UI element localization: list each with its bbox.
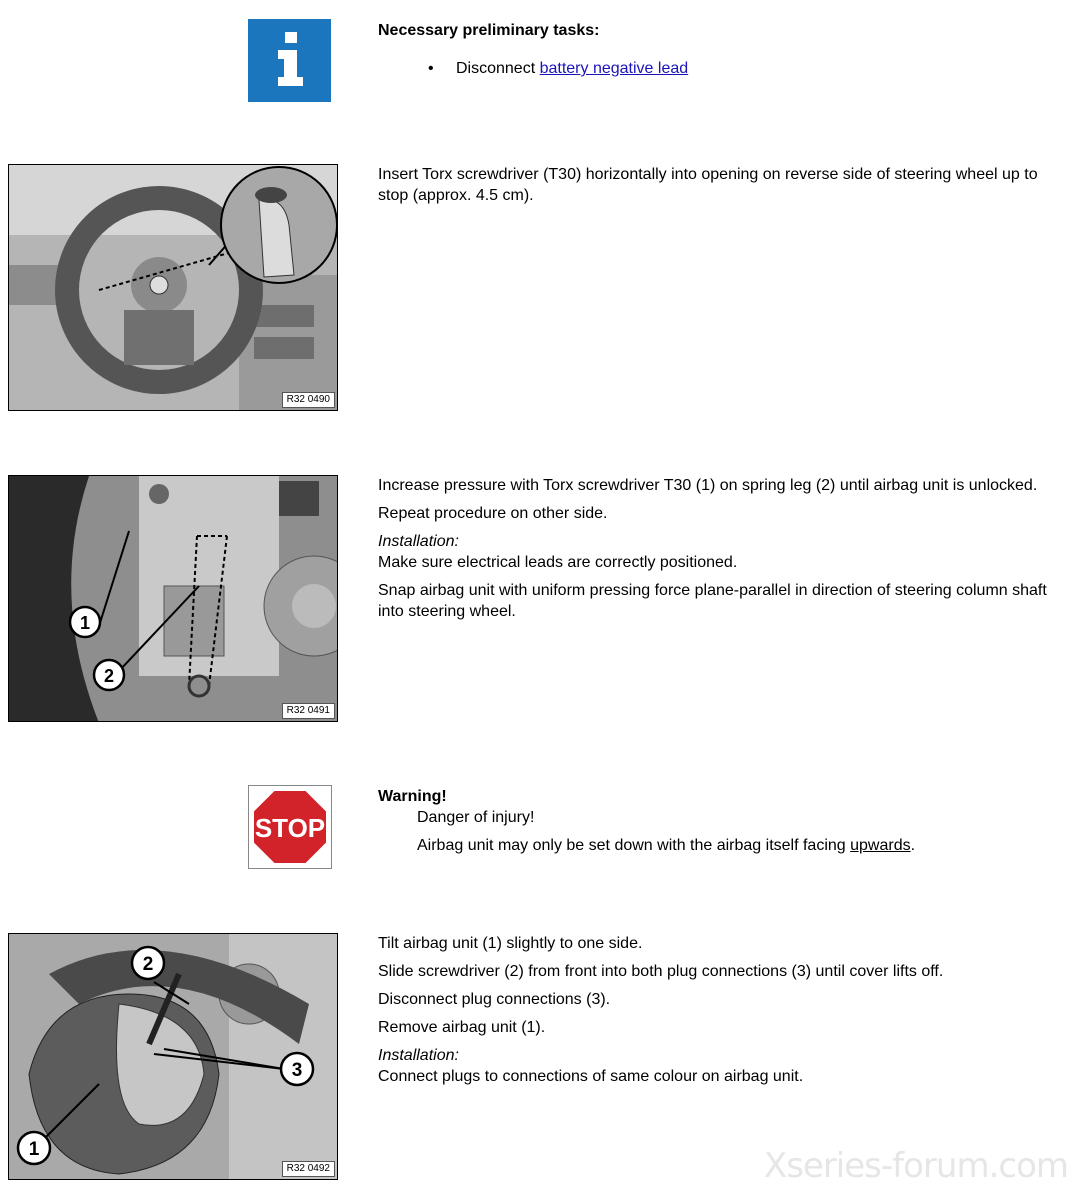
- figure-label: R32 0491: [282, 703, 335, 719]
- warning-line1: Danger of injury!: [417, 809, 535, 826]
- step2-text: [378, 475, 1058, 629]
- callout-2: 2: [142, 954, 154, 975]
- step3-p4: Remove airbag unit (1).: [378, 1019, 546, 1036]
- warning-line2-underlined: upwards: [850, 837, 911, 854]
- step2-p1: Increase pressure with Torx screwdriver T30 (1) on spring leg (2) until airbag unit is unlocked.: [378, 477, 1038, 494]
- installation-label: Installation:: [378, 1047, 459, 1064]
- step3-p3: Disconnect plug connections (3).: [378, 991, 611, 1008]
- info-icon: [248, 19, 331, 102]
- battery-negative-lead-link[interactable]: battery negative lead: [539, 60, 689, 77]
- stop-sign-icon: [248, 785, 332, 869]
- step1-paragraph: Insert Torx screwdriver (T30) horizontally into opening on reverse side of steering wheel up to stop (approx. 4.5 cm).: [378, 166, 1038, 204]
- steering-wheel-illustration: [9, 165, 338, 411]
- warning-line2-end: .: [910, 837, 916, 854]
- preliminary-bullet: [378, 58, 1058, 79]
- spring-leg-illustration: [9, 476, 338, 722]
- step3-p5: Connect plugs to connections of same colour on airbag unit.: [378, 1068, 804, 1085]
- warning-section: [378, 786, 1058, 863]
- figure-steering-wheel-torx: [8, 164, 338, 411]
- figure-label: R32 0490: [282, 392, 335, 408]
- step2-p3: Make sure electrical leads are correctly positioned.: [378, 554, 738, 571]
- step1-text: [378, 164, 1058, 213]
- callout-2: 2: [103, 666, 115, 686]
- step2-p4: Snap airbag unit with uniform pressing force plane-parallel in direction of steering column shaft into steering wheel.: [378, 582, 1047, 620]
- preliminary-section: [378, 20, 1058, 79]
- step3-text: [378, 933, 1058, 1094]
- warning-line2: [378, 835, 1058, 856]
- callout-3: 3: [291, 1060, 303, 1081]
- watermark: Xseries-forum.com: [763, 1146, 1068, 1186]
- callout-1: 1: [79, 613, 91, 633]
- warning-line2-text: Airbag unit may only be set down with the airbag itself facing: [417, 837, 851, 854]
- bullet-text: Disconnect: [456, 60, 540, 77]
- installation-label: Installation:: [378, 533, 459, 550]
- step3-p1: Tilt airbag unit (1) slightly to one side.: [378, 935, 643, 952]
- airbag-removal-illustration: [9, 934, 338, 1180]
- figure-spring-leg: [8, 475, 338, 722]
- step2-p2: Repeat procedure on other side.: [378, 505, 608, 522]
- stop-sign-text: STOP: [254, 813, 326, 843]
- bullet-dot: •: [428, 60, 434, 77]
- step3-p2: Slide screwdriver (2) from front into both plug connections (3) until cover lifts off.: [378, 963, 944, 980]
- figure-label: R32 0492: [282, 1161, 335, 1177]
- figure-airbag-removal: [8, 933, 338, 1180]
- callout-1: 1: [28, 1139, 40, 1160]
- warning-heading: Warning!: [378, 788, 447, 805]
- preliminary-heading: Necessary preliminary tasks:: [378, 22, 600, 39]
